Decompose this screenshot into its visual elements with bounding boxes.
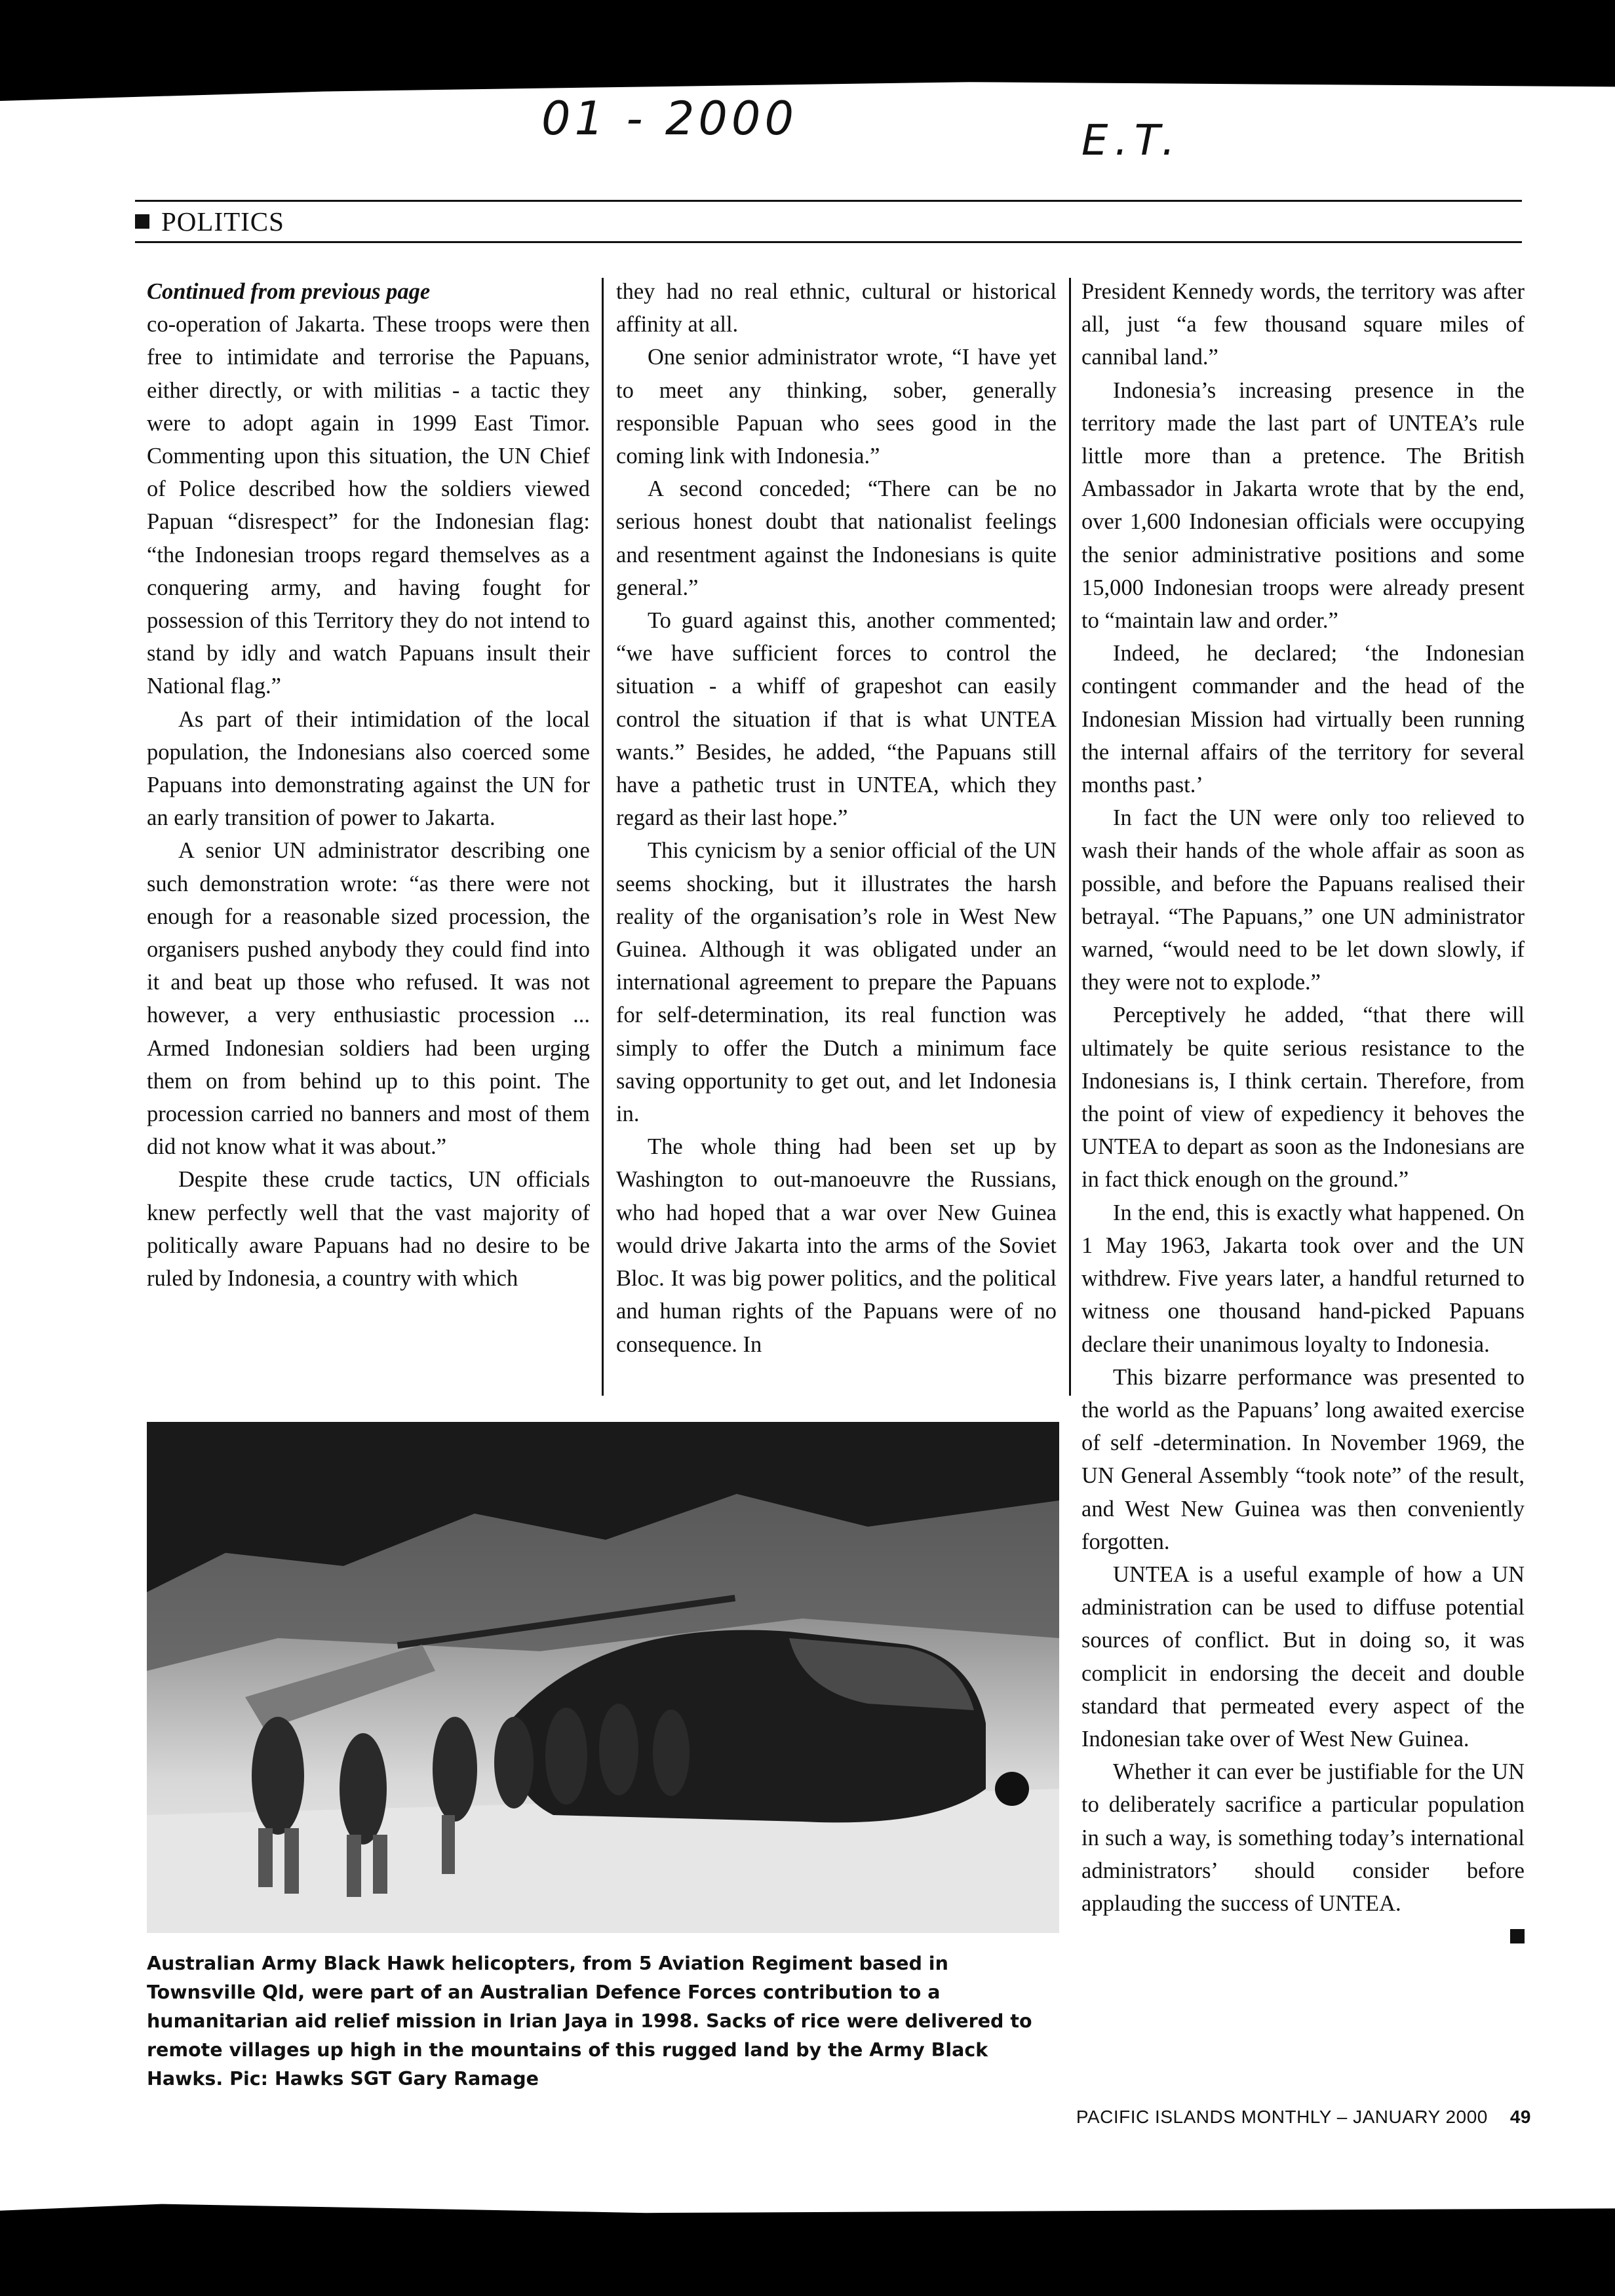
section-rule-top	[135, 200, 1522, 202]
paragraph: UNTEA is a useful example of how a UN administration can be used to diffuse potential sources of conflict. But in doing so, it was complicit in endorsing the deceit and double standard that permeated every aspect of the Indonesian take over of West New Guinea.	[1081, 1561, 1525, 1751]
paragraph: As part of their intimidation of the local population, the Indonesians also coerced some Papuans into demonstrating against the UN for an early transition of power to Jakarta.	[147, 706, 590, 831]
scan-border-bottom	[0, 2215, 1615, 2296]
paragraph: This cynicism by a senior official of the UN seems shocking, but it illustrates the harsh reality of the organisation’s role in West New Guinea. Although it was obligated under an international agreement to prepare the Papuans for self-determination, its real function was simply to offer the Dutch a minimum face saving opportunity to get out, and let Indonesia in.	[616, 838, 1057, 1127]
scan-border-top	[0, 0, 1615, 79]
helicopter-photo-image	[147, 1422, 1059, 1933]
paragraph: Indonesia’s increasing presence in the territory made the last part of UNTEA’s rule little more than a pretence. The British Ambassador in Jakarta wrote that by the end, over 1,600 Indonesian officials were occupying the senior administrative positions and some 15,000 Indonesian troops were already present to “maintain law and order.”	[1081, 377, 1525, 634]
paragraph: Despite these crude tactics, UN officials knew perfectly well that the vast majority of politically aware Papuans had no desire to be ruled by Indonesia, a country with which	[147, 1167, 590, 1292]
handwritten-initials: E.T.	[1081, 117, 1182, 165]
paragraph: In fact the UN were only too relieved to wash their hands of the whole affair as soon as possible, and before the Papuans realised their betrayal. “The Papuans,” one UN administrator warned, “would need to be let down slowly, if they were not to explode.”	[1081, 805, 1525, 995]
continued-note: Continued from previous page	[147, 279, 431, 304]
column-divider	[602, 278, 604, 1396]
paragraph: co-operation of Jakarta. These troops were then free to intimidate and terrorise the Papuans, either directly, or with militias - a tactic they were to adopt again in 1999 East Timor. Commenting upon this situation, the UN Chief of Police described how the soldiers viewed Papuan “disrespect” for the Indonesian flag: “the Indonesian troops regard themselves as a conquering army, and having fought for possession of this Territory they do not intend to stand by idly and watch Papuans insult their National flag.”	[147, 312, 590, 699]
section-header	[135, 205, 284, 238]
article-column-1	[147, 275, 590, 1389]
publication-name: PACIFIC ISLANDS MONTHLY – JANUARY 2000	[1076, 2107, 1488, 2127]
article-column-2	[616, 275, 1057, 1389]
paragraph: To guard against this, another commented; “we have sufficient forces to control the situation - a whiff of grapeshot can easily control the situation if that is what UNTEA wants.” Besides, he added, “the Papuans still have a pathetic trust in UNTEA, which they regard as their last hope.”	[616, 608, 1057, 831]
paragraph: The whole thing had been set up by Washington to out-manoeuvre the Russians, who had hoped that a war over New Guinea would drive Jakarta into the arms of the Soviet Bloc. It was big power politics, and the political and human rights of the Papuans were of no consequence. In	[616, 1134, 1057, 1357]
scan-border-top-edge	[0, 77, 1615, 101]
square-bullet-icon	[135, 214, 149, 229]
paragraph: Indeed, he declared; ‘the Indonesian contingent commander and the head of the Indonesian Mission had virtually been running the internal affairs of the territory for several months past.’	[1081, 641, 1525, 798]
section-rule-bottom	[135, 241, 1522, 243]
photo-caption: Australian Army Black Hawk helicopters, from 5 Aviation Regiment based in Townsville Qld, were part of an Australian Defence Forces contribution to a humanitarian aid relief mission in Irian Jaya in 1998. Sacks of rice were delivered to remote villages up high in the mountains of this rugged land by the Army Black Hawks. Pic: Hawks SGT Gary Ramage	[147, 1953, 1032, 2090]
end-of-article-icon	[1510, 1929, 1525, 1943]
paragraph: This bizarre performance was presented to the world as the Papuans’ long awaited exercise of self -determination. In November 1969, the UN General Assembly “took note” of the result, and West New Guinea was then conveniently forgotten.	[1081, 1364, 1525, 1554]
paragraph: One senior administrator wrote, “I have yet to meet any thinking, sober, generally responsible Papuan who sees good in the coming link with Indonesia.”	[616, 345, 1057, 469]
page-number: 49	[1509, 2107, 1531, 2127]
paragraph: In the end, this is exactly what happened. On 1 May 1963, Jakarta took over and the UN withdrew. Five years later, a handful returned to witness one thousand hand-picked Papuans declare their unanimous loyalty to Indonesia.	[1081, 1200, 1525, 1357]
page-footer	[1076, 2107, 1531, 2128]
paragraph: A second conceded; “There can be no serious honest doubt that nationalist feelings and resentment against the Indonesians is quite general.”	[616, 476, 1057, 600]
paragraph: President Kennedy words, the territory was after all, just “a few thousand square miles of cannibal land.”	[1081, 279, 1525, 370]
paragraph: Whether it can ever be justifiable for the UN to deliberately sacrifice a particular population in such a way, is something today’s international administrators’ should consider before applauding the success of UNTEA.	[1081, 1759, 1525, 1916]
paragraph: Perceptively he added, “that there will ultimately be quite serious resistance to the Indonesians is, I think certain. Therefore, from the point of view of expediency it behoves the UNTEA to depart as soon as the Indonesians are in fact thick enough on the ground.”	[1081, 1003, 1525, 1193]
handwritten-date: 01 - 2000	[541, 92, 798, 145]
article-column-3	[1081, 275, 1525, 2130]
scan-border-bottom-edge	[0, 2195, 1615, 2217]
paragraph: A senior UN administrator describing one such demonstration wrote: “as there were not enough for a reasonable sized procession, the organisers pushed anybody they could find into it and beat up those who refused. It was not however, a very enthusiastic procession ... Armed Indonesian soldiers had been urging them on from behind up to this point. The procession carried no banners and most of them did not know what it was about.”	[147, 838, 590, 1160]
section-label: POLITICS	[161, 206, 284, 237]
helicopter-photo	[147, 1422, 1059, 1933]
paragraph: they had no real ethnic, cultural or historical affinity at all.	[616, 279, 1057, 337]
column-divider	[1069, 278, 1071, 1396]
